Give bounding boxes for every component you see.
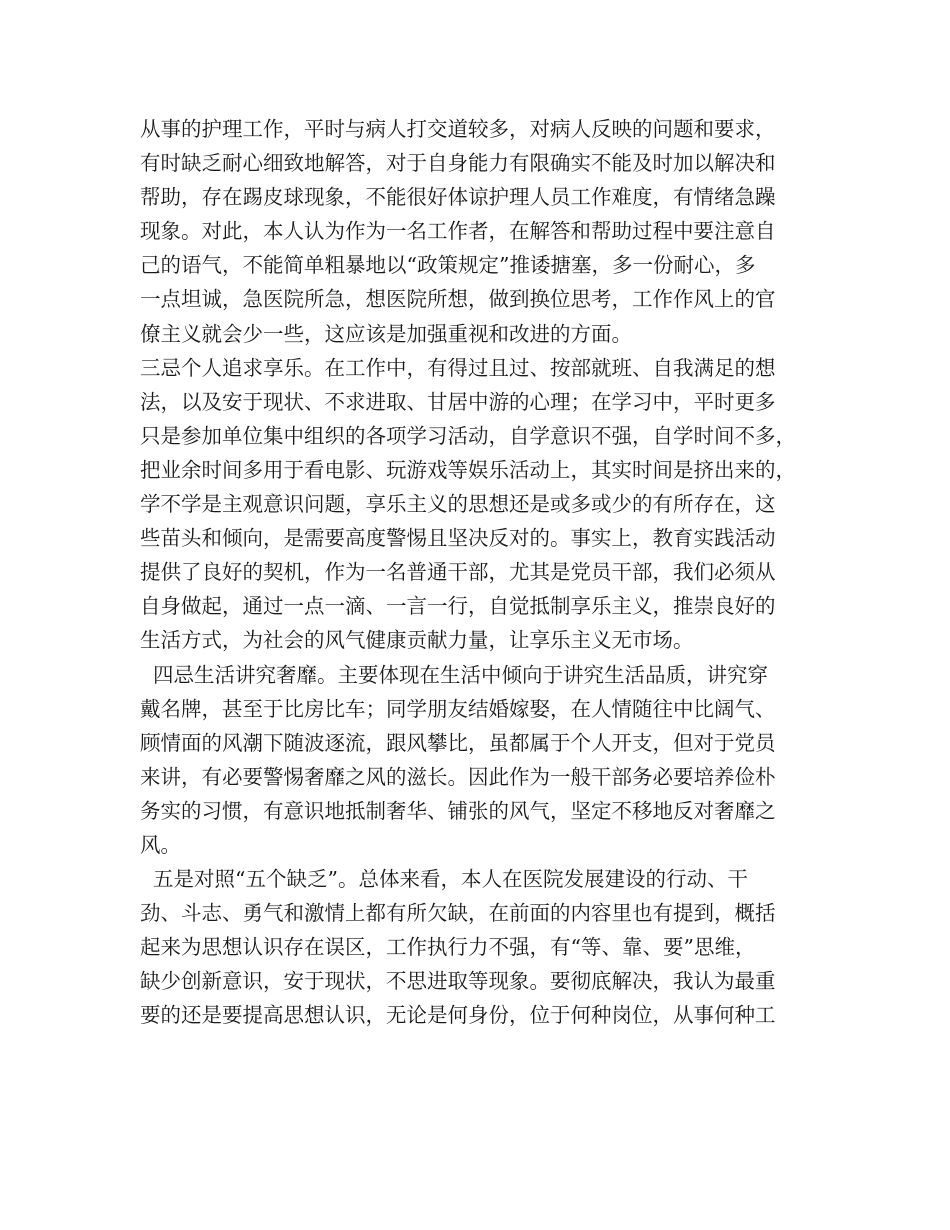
text-line: 起来为思想认识存在误区，工作执行力不强，有“等、靠、要”思维， [140, 935, 756, 960]
text-line: 提供了良好的契机，作为一名普通干部，尤其是党员干部，我们必须从 [140, 560, 776, 585]
text-line: 一点坦诚，急医院所急，想医院所想，做到换位思考，工作作风上的官 [140, 287, 776, 312]
text-line: 风。 [140, 832, 181, 857]
text-line: 法，以及安于现状、不求进取、甘居中游的心理；在学习中，平时更多 [140, 389, 776, 414]
text-line: 有时缺乏耐心细致地解答，对于自身能力有限确实不能及时加以解决和 [140, 151, 776, 176]
body-text [140, 112, 830, 1033]
text-line: 自身做起，通过一点一滴、一言一行，自觉抵制享乐主义，推崇良好的 [140, 594, 776, 619]
text-line: 劲、斗志、勇气和激情上都有所欠缺，在前面的内容里也有提到，概括 [140, 901, 776, 926]
text-line: 生活方式，为社会的风气健康贡献力量，让享乐主义无市场。 [140, 628, 694, 653]
text-line: 只是参加单位集中组织的各项学习活动，自学意识不强，自学时间不多， [140, 423, 796, 448]
text-line: 现象。对此，本人认为作为一名工作者，在解答和帮助过程中要注意自 [140, 219, 776, 244]
text-line: 些苗头和倾向，是需要高度警惕且坚决反对的。事实上，教育实践活动 [140, 526, 776, 551]
text-line: 把业余时间多用于看电影、玩游戏等娱乐活动上，其实时间是挤出来的， [140, 457, 796, 482]
text-line: 己的语气，不能简单粗暴地以“政策规定”推诿搪塞，多一份耐心，多 [140, 253, 756, 278]
text-line: 戴名牌，甚至于比房比车；同学朋友结婚嫁娶，在人情随往中比阔气、 [140, 696, 776, 721]
text-line: 务实的习惯，有意识地抵制奢华、铺张的风气，坚定不移地反对奢靡之 [140, 798, 776, 823]
text-line: 三忌个人追求享乐。在工作中，有得过且过、按部就班、自我满足的想 [140, 355, 776, 380]
text-line: 要的还是要提高思想认识，无论是何身份，位于何种岗位，从事何种工 [140, 1003, 776, 1028]
text-line: 缺少创新意识，安于现状，不思进取等现象。要彻底解决，我认为最重 [140, 969, 776, 994]
text-line: 五是对照“五个缺乏”。总体来看，本人在医院发展建设的行动、干 [140, 867, 748, 892]
text-line: 从事的护理工作，平时与病人打交道较多，对病人反映的问题和要求， [140, 117, 776, 141]
text-line: 学不学是主观意识问题，享乐主义的思想还是或多或少的有所存在，这 [140, 492, 776, 517]
text-line: 僚主义就会少一些，这应该是加强重视和改进的方面。 [140, 321, 632, 346]
text-line: 四忌生活讲究奢靡。主要体现在生活中倾向于讲究生活品质，讲究穿 [140, 662, 769, 687]
text-line: 来讲，有必要警惕奢靡之风的滋长。因此作为一般干部务必要培养俭朴 [140, 764, 776, 789]
text-line: 帮助，存在踢皮球现象，不能很好体谅护理人员工作难度，有情绪急躁 [140, 185, 776, 210]
text-line: 顾情面的风潮下随波逐流，跟风攀比，虽都属于个人开支，但对于党员 [140, 730, 776, 755]
